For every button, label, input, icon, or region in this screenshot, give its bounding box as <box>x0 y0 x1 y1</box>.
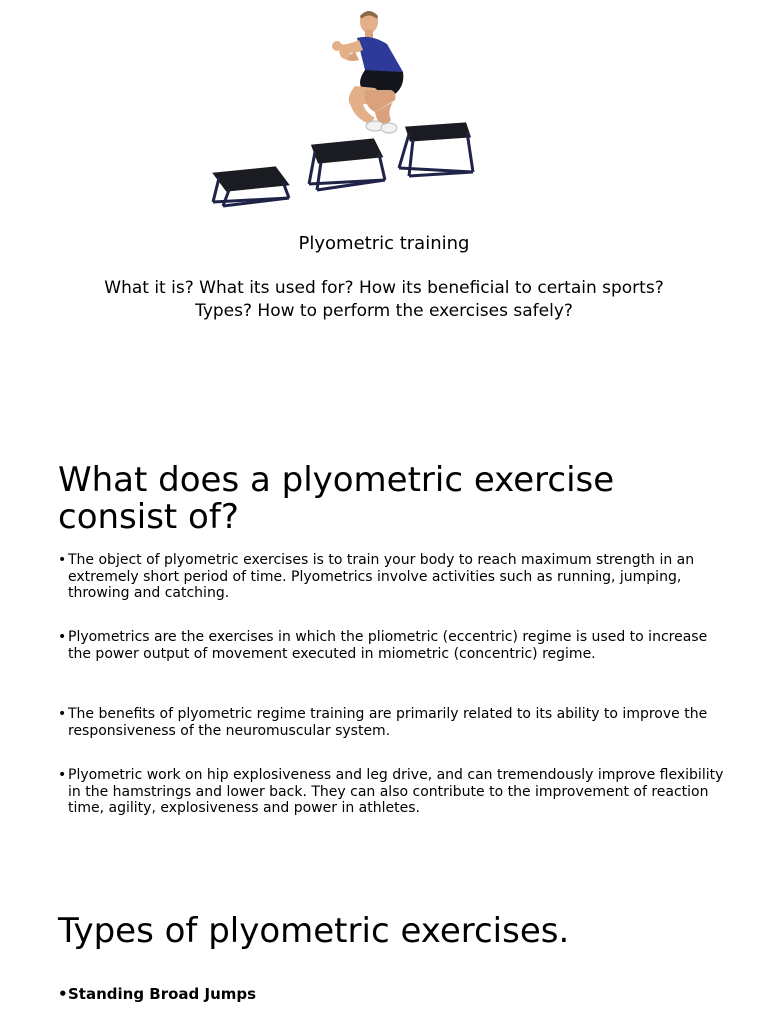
list-item <box>58 629 728 662</box>
plyo-box-medium <box>309 140 385 190</box>
athlete-figure <box>332 11 403 133</box>
bullet-icon: • <box>58 706 67 722</box>
bullet-icon: • <box>58 985 68 1003</box>
section-heading-consist: What does a plyometric exercise consist of? <box>58 460 615 537</box>
bullet-icon: • <box>58 552 67 568</box>
bullet-text: Plyometric work on hip explosiveness and leg drive, and can tremendously improve flexibility in the hamstrings and lower back. They can also contribute to the improvement of reaction time, agility, explosiveness and power in athletes. <box>68 767 724 816</box>
slide-title: Plyometric training <box>298 233 470 254</box>
plyo-box-small <box>213 168 289 206</box>
plyo-box-large <box>399 124 473 176</box>
plyometric-box-jump-illustration <box>205 6 495 216</box>
list-item <box>58 552 728 602</box>
slide-subtitle: What it is? What its used for? How its beneficial to certain sports? Types? How to perform the exercises safely? <box>104 278 664 321</box>
bullet-icon: • <box>58 767 67 783</box>
bullet-text: Plyometrics are the exercises in which the pliometric (eccentric) regime is used to increase the power output of movement executed in miometric (concentric) regime. <box>68 629 708 662</box>
list-item <box>58 986 728 1003</box>
section-heading-types: Types of plyometric exercises. <box>58 911 570 951</box>
list-item <box>58 706 728 739</box>
list-item <box>58 767 728 817</box>
bullet-text: Standing Broad Jumps <box>68 985 257 1003</box>
bullet-text: The object of plyometric exercises is to train your body to reach maximum strength in an extremely short period of time. Plyometrics involve activities such as running, jumping, throwing and catching. <box>68 552 695 601</box>
bullet-icon: • <box>58 629 67 645</box>
bullet-text: The benefits of plyometric regime training are primarily related to its ability to improve the responsiveness of the neuromuscular system. <box>68 706 708 739</box>
